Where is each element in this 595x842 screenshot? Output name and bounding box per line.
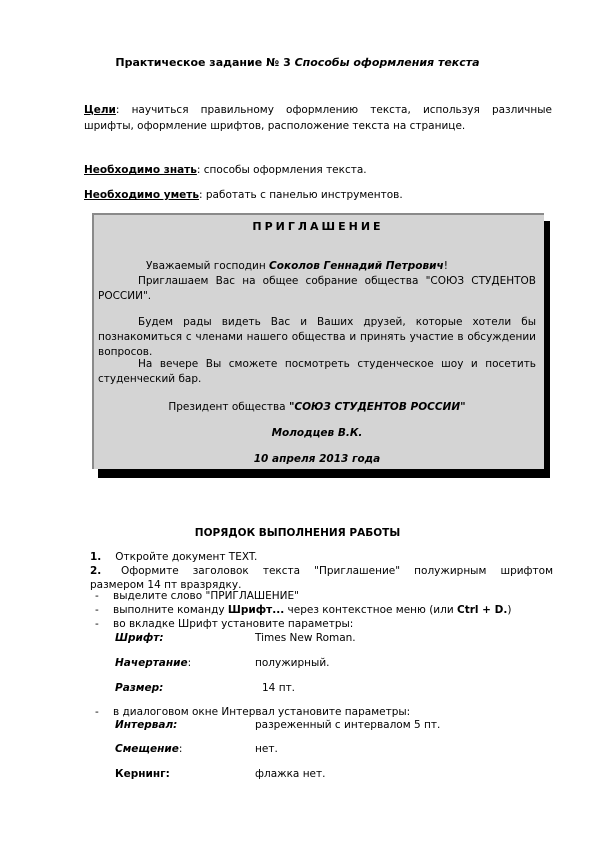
bullet-4 [95,705,411,719]
goals-label: Цели [84,104,116,116]
font-value: Times New Roman. [255,632,356,644]
bullet-dash: - [95,618,99,630]
step-1 [90,550,560,564]
offset-row-label [115,742,182,756]
kerning-value: флажка нет. [255,768,326,780]
size-value: 14 пт. [262,682,296,694]
bullet-dash: - [95,604,99,616]
step-2 [90,564,553,592]
offset-value: нет. [255,743,278,755]
bullet-dash: - [95,590,99,602]
bullet-3 [95,617,354,631]
invitation-p2: Будем рады видеть Вас и Ваших друзей, которые хотели бы познакомиться с членами нашего общества и принять участие в обсуждении вопросов. [98,316,536,358]
greeting-name: Соколов Геннадий Петрович [269,260,444,272]
offset-colon: : [178,743,183,755]
style-colon: : [187,657,192,669]
bullet-3-text: во вкладке Шрифт установите параметры: [113,618,354,630]
invitation-heading: ПРИГЛАШЕНИЕ [252,220,384,233]
interval-label: Интервал: [115,719,178,731]
step-2-text: Оформите заголовок текста "Приглашение" полужирным шрифтом размером 14 пт вразрядку. [90,565,553,591]
invitation-date: 10 апреля 2013 года [253,453,381,465]
invitation-p1: Приглашаем Вас на общее собрание общества "СОЮЗ СТУДЕНТОВ РОССИИ". [98,275,536,302]
bullet-2-mid: через контекстное меню (или [284,604,458,616]
can-label: Необходимо уметь [84,189,200,201]
know-label: Необходимо знать [84,164,197,176]
bullet-2-command: Шрифт... [227,604,285,616]
kerning-label: Кернинг: [115,768,170,780]
goals-paragraph [84,102,552,134]
invitation-signature: Молодцев В.К. [271,427,363,439]
can-text: : работать с панелью инструментов. [199,189,403,201]
greeting-post: ! [443,260,448,272]
bullet-4-text: в диалоговом окне Интервал установите параметры: [113,706,411,718]
step-1-number: 1. [90,551,102,563]
know-paragraph [84,162,552,178]
bullet-1-text: выделите слово "ПРИГЛАШЕНИЕ" [113,590,299,602]
invitation-p3: На вечере Вы сможете посмотреть студенческое шоу и посетить студенческий бар. [98,358,536,385]
bullet-dash: - [95,706,99,718]
bullet-2-post: ) [507,604,512,616]
font-label: Шрифт: [115,632,164,644]
style-row-label [115,656,191,670]
step-2-number: 2. [90,565,102,577]
step-1-text: Откройте документ TEXT. [115,551,258,563]
can-paragraph [84,187,552,203]
interval-value: разреженный с интервалом 5 пт. [255,719,441,731]
offset-label: Смещение [115,743,179,755]
bullet-2-key: Ctrl + D. [457,604,508,616]
greeting-pre: Уважаемый господин [146,260,270,272]
procedure-heading: ПОРЯДОК ВЫПОЛНЕНИЯ РАБОТЫ [194,527,401,539]
know-text: : способы оформления текста. [196,164,367,176]
goals-text: : научиться правильному оформлению текста, используя различные шрифты, оформление шрифтов, расположение текста на странице. [84,104,552,132]
style-value: полужирный. [255,657,330,669]
bullet-1 [95,589,299,603]
bullet-2-pre: выполните команду [113,604,228,616]
invitation-president [98,400,536,415]
bullet-2 [95,603,555,617]
title-topic: Способы оформления текста [294,56,480,69]
title-prefix: Практическое задание № 3 [115,56,295,69]
president-org: "СОЮЗ СТУДЕНТОВ РОССИИ" [288,401,466,413]
page-title [0,56,595,69]
size-label: Размер: [115,682,164,694]
invitation-greeting [98,259,536,274]
president-pre: Президент общества [168,401,289,413]
style-label: Начертание [115,657,188,669]
